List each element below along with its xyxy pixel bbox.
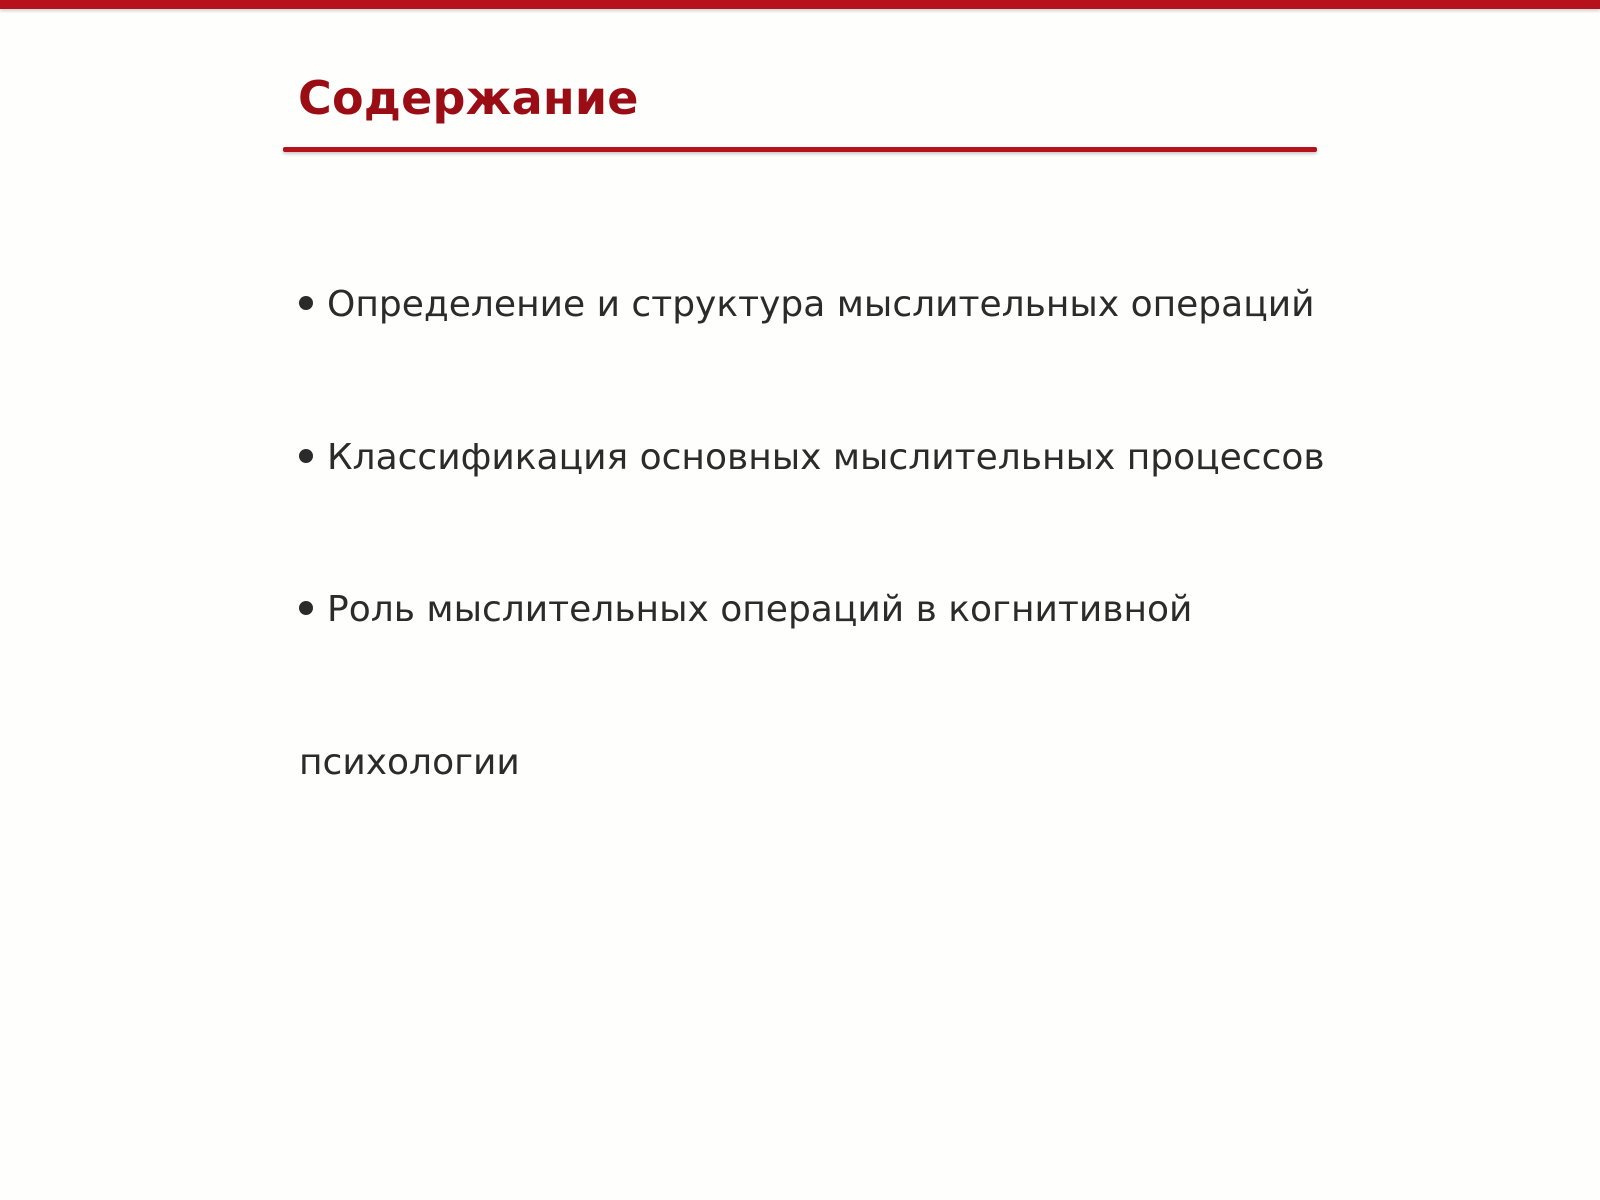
- list-item-text: Роль мыслительных операций в когнитивной: [327, 589, 1193, 630]
- list-item-continuation: [299, 741, 520, 785]
- list-item-text: психологии: [299, 742, 520, 783]
- list-item-text: Классификация основных мыслительных процессов: [327, 437, 1325, 478]
- bullet-icon: [299, 449, 313, 463]
- list-item-text: Определение и структура мыслительных операций: [327, 284, 1315, 325]
- list-item: [299, 588, 1192, 632]
- bullet-icon: [299, 296, 313, 310]
- title-underline: [283, 147, 1317, 152]
- list-item: [299, 436, 1325, 480]
- top-accent-bar: [0, 0, 1600, 9]
- bullet-icon: [299, 601, 313, 615]
- list-item: [299, 283, 1315, 327]
- slide-title: Содержание: [298, 71, 639, 125]
